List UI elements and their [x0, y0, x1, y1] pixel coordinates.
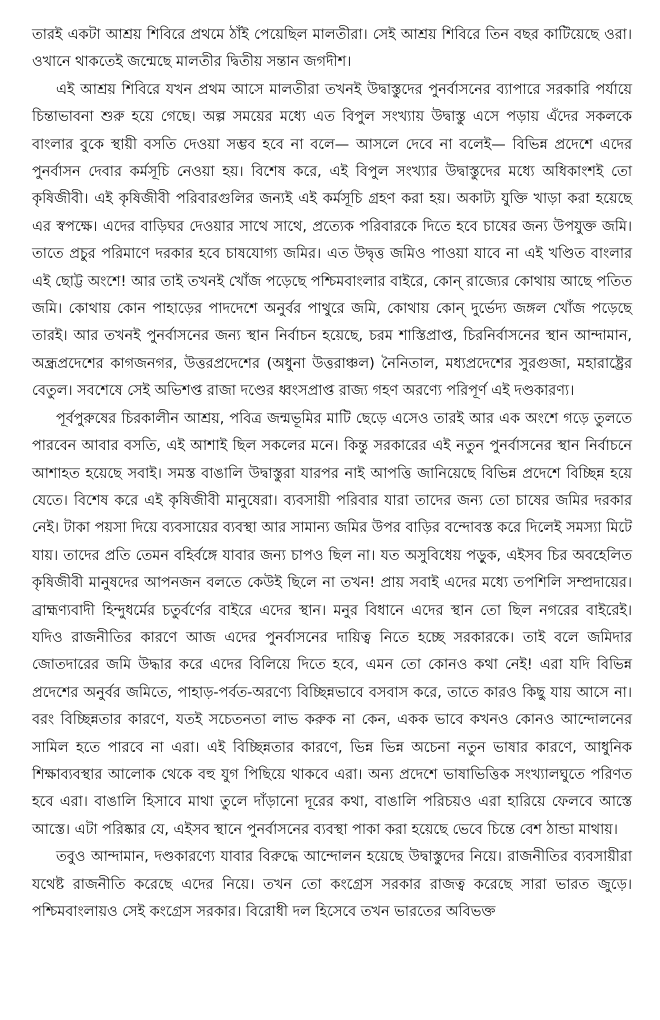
paragraph-1: তারই একটা আশ্রয় শিবিরে প্রথমে ঠাঁই পেয়েছিল মালতীরা। সেই আশ্রয় শিবিরে তিন বছর কাটিয়েছে ওরা। ওখানে থাকতেই জন্মেছে মালতীর দ্বিতীয় সন্তান জগদীশ।: [32, 27, 632, 71]
paragraph-4: তবুও আন্দামান, দণ্ডকারণ্যে যাবার বিরুদ্ধে আন্দোলন হয়েছে উদ্বাস্তুদের নিয়ে। রাজনীতির ব্যবসায়ীরা যথেষ্ট রাজনীতি করেছে এদের নিয়ে। তখন তো কংগ্রেস সরকার রাজত্ব করেছে সারা ভারত জুড়ে। পশ্চিমবাংলায়ও সেই কংগ্রেস সরকার। বিরোধী দল হিসেবে তখন ভারতের অবিভক্ত: [32, 849, 632, 920]
paragraph-2: এই আশ্রয় শিবিরে যখন প্রথম আসে মালতীরা তখনই উদ্বাস্তুদের পুনর্বাসনের ব্যাপারে সরকারি পর্যায়ে চিন্তাভাবনা শুরু হয়ে গেছে। অল্প সময়ের মধ্যে এত বিপুল সংখ্যায় উদ্বাস্তু এসে পড়ায় এঁদের সকলকে বাংলার বুকে স্থায়ী বসতি দেওয়া সম্ভব হবে না বলে— আসলে দেবে না বলেই— বিভিন্ন প্রদেশে এদের পুনর্বাসন দেবার কর্মসূচি নেওয়া হয়। বিশেষ করে, এই বিপুল সংখ্যার উদ্বাস্তুদের মধ্যে অধিকাংশই তো কৃষিজীবী। এই কৃষিজীবী পরিবারগুলির জন্যই এই কর্মসূচি গ্রহণ করা হয়। অকাট্য যুক্তি খাড়া করা হয়েছে এর স্বপক্ষে। এদের বাড়িঘর দেওয়ার সাথে সাথে, প্রত্যেক পরিবারকে দিতে হবে চাষের জন্য উপযুক্ত জমি। তাতে প্রচুর পরিমাণে দরকার হবে চাষযোগ্য জমির। এত উদ্বৃত্ত জমিও পাওয়া যাবে না এই খণ্ডিত বাংলার এই ছোট্ট অংশে! আর তাই তখনই খোঁজ পড়েছে পশ্চিমবাংলার বাইরে, কোন্ রাজ্যের কোথায় আছে পতিত জমি। কোথায় কোন পাহাড়ের পাদদেশে অনুর্বর পাথুরে জমি, কোথায় কোন্ দুর্ভেদ্য জঙ্গল খোঁজ পড়েছে তারই। আর তখনই পুনর্বাসনের জন্য স্থান নির্বাচন হয়েছে, চরম শাস্তিপ্রাপ্ত, চিরনির্বাসনের স্থান আন্দামান, অন্ধ্রপ্রদেশের কাগজনগর, উত্তরপ্রদেশের (অধুনা উত্তরাঞ্চল) নৈনিতাল, মধ্যপ্রদেশের সুরগুজা, মহারাষ্ট্রের বেতুল। সবশেষে সেই অভিশপ্ত রাজা দণ্ডের ধ্বংসপ্রাপ্ত রাজ্য গহণ অরণ্যে পরিপূর্ণ এই দণ্ডকারণ্য।: [32, 81, 632, 400]
paragraph-3: পূর্বপুরুষের চিরকালীন আশ্রয়, পবিত্র জন্মভূমির মাটি ছেড়ে এসেও তারই আর এক অংশে গড়ে তুলতে পারবেন আবার বসতি, এই আশাই ছিল সকলের মনে। কিন্তু সরকারের এই নতুন পুনর্বাসনের স্থান নির্বাচনে আশাহত হয়েছে সবাই। সমস্ত বাঙালি উদ্বাস্তুরা যারপর নাই আপত্তি জানিয়েছে বিভিন্ন প্রদেশে বিচ্ছিন্ন হয়ে যেতে। বিশেষ করে এই কৃষিজীবী মানুষেরা। ব্যবসায়ী পরিবার যারা তাদের জন্য তো চাষের জমির দরকার নেই। টাকা পয়সা দিয়ে ব্যবসায়ের ব্যবস্থা আর সামান্য জমির উপর বাড়ির বন্দোবস্ত করে দিলেই সমস্যা মিটে যায়। তাদের প্রতি তেমন বহির্বঙ্গে যাবার জন্য চাপও ছিল না। যত অসুবিধেয় পড়ুক, এইসব চির অবহেলিত কৃষিজীবী মানুষদের আপনজন বলতে কেউই ছিলে না তখন! প্রায় সবাই এদের মধ্যে তপশিলি সম্প্রদায়ের। ব্রাহ্মণ্যবাদী হিন্দুধর্মের চতুর্বর্ণের বাইরে এদের স্থান। মনুর বিধানে এদের স্থান তো ছিল নগরের বাইরেই। যদিও রাজনীতির কারণে আজ এদের পুনর্বাসনের দায়িত্ব নিতে হচ্ছে সরকারকে। তাই বলে জমিদার জোতদারের জমি উদ্ধার করে এদের বিলিয়ে দিতে হবে, এমন তো কোনও কথা নেই! এরা যদি বিভিন্ন প্রদেশের অনুর্বর জমিতে, পাহাড়-পর্বত-অরণ্যে বিচ্ছিন্নভাবে বসবাস করে, তাতে কারও কিছু যায় আসে না। বরং বিচ্ছিন্নতার কারণে, যতই সচেতনতা লাভ করুক না কেন, একক ভাবে কখনও কোনও আন্দোলনের সামিল হতে পারবে না এরা। এই বিচ্ছিন্নতার কারণে, ভিন্ন ভিন্ন অচেনা নতুন ভাষার কারণে, আধুনিক শিক্ষাব্যবস্থার আলোক থেকে বহু যুগ পিছিয়ে থাকবে এরা। অন্য প্রদেশে ভাষাভিত্তিক সংখ্যালঘুতে পরিণত হবে এরা। বাঙালি হিসাবে মাথা তুলে দাঁড়ানো দূরের কথা, বাঙালি পরিচয়ও এরা হারিয়ে ফেলবে আস্তে আস্তে। এটা পরিষ্কার যে, এইসব স্থানে পুনর্বাসনের ব্যবস্থা পাকা করা হয়েছে ভেবে চিন্তে বেশ ঠান্ডা মাথায়।: [32, 410, 632, 838]
